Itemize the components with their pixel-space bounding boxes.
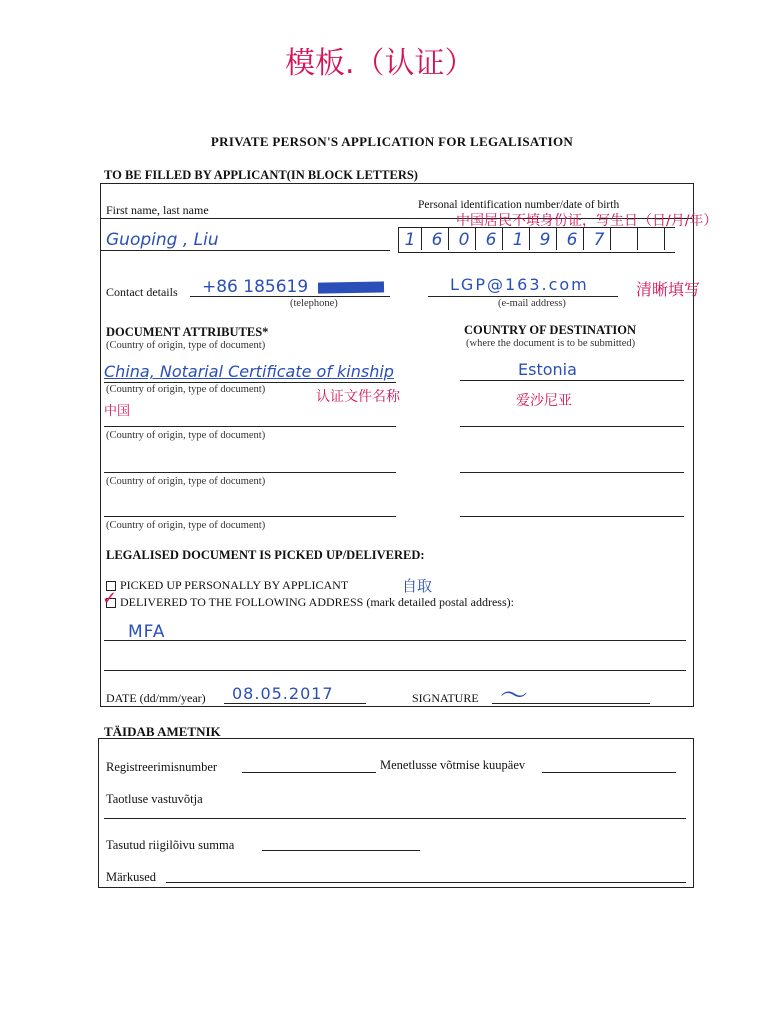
- id-digit: 1: [399, 228, 422, 250]
- notes-line[interactable]: [166, 882, 686, 883]
- picked-personally-label: PICKED UP PERSONALLY BY APPLICANT: [120, 578, 349, 592]
- id-digit: 1: [507, 228, 530, 250]
- document-annotation: 认证文件名称: [316, 389, 400, 405]
- email-annotation: 清晰填写: [636, 280, 701, 299]
- country-destination-sublabel: (where the document is to be submitted): [466, 338, 636, 349]
- picked-delivered-header: LEGALISED DOCUMENT IS PICKED UP/DELIVERED:: [106, 548, 425, 562]
- date-value[interactable]: 08.05.2017: [232, 684, 334, 703]
- delivered-address-label: DELIVERED TO THE FOLLOWING ADDRESS (mark detailed postal address):: [120, 595, 514, 609]
- destination-annotation: 爱沙尼亚: [516, 393, 572, 409]
- address-value[interactable]: MFA: [128, 622, 166, 642]
- personal-id-label: Personal identification number/date of birth: [418, 199, 620, 211]
- id-digit: [642, 228, 665, 250]
- top-annotation: 模板.（认证）: [285, 46, 475, 81]
- notes-label: Märkused: [106, 870, 156, 884]
- destination-line: [460, 380, 684, 381]
- country-origin-sublabel: (Country of origin, type of document): [106, 476, 266, 487]
- document-line[interactable]: [104, 472, 396, 473]
- email-value[interactable]: LGP@163.com: [450, 275, 589, 294]
- processing-date-label: Menetlusse võtmise kuupäev: [380, 758, 526, 772]
- personal-id-cells[interactable]: [398, 227, 675, 253]
- country-destination-header: COUNTRY OF DESTINATION: [464, 323, 637, 337]
- telephone-sublabel: (telephone): [290, 298, 338, 309]
- receiver-label: Taotluse vastuvõtja: [106, 792, 203, 806]
- address-line[interactable]: [104, 670, 686, 671]
- destination-line[interactable]: [460, 516, 684, 517]
- redacted-phone-scribble: [318, 281, 384, 293]
- destination-line[interactable]: [460, 472, 684, 473]
- official-section-title: TÄIDAB AMETNIK: [104, 724, 221, 739]
- name-line: [100, 250, 390, 251]
- document-attributes-header: DOCUMENT ATTRIBUTES*: [106, 325, 269, 339]
- document-line: [104, 382, 396, 383]
- check-mark-icon: ✓: [102, 588, 118, 609]
- country-origin-sublabel: (Country of origin, type of document): [106, 430, 266, 441]
- signature-line: [492, 703, 650, 704]
- address-line: [104, 640, 686, 641]
- id-annotation: 中国居民不填身份证，写生日（日/月/年）: [456, 213, 718, 229]
- delivered-address-option[interactable]: [106, 595, 514, 610]
- fee-label: Tasutud riigilõivu summa: [106, 838, 235, 852]
- registration-line[interactable]: [242, 772, 376, 773]
- picked-annotation: 自取: [402, 577, 433, 595]
- processing-date-line[interactable]: [542, 772, 676, 773]
- picked-personally-option[interactable]: [106, 578, 348, 593]
- fee-line[interactable]: [262, 850, 420, 851]
- contact-details-label: Contact details: [106, 285, 178, 299]
- signature-label: SIGNATURE: [412, 691, 479, 705]
- first-last-name-label: First name, last name: [106, 203, 209, 217]
- destination-line[interactable]: [460, 426, 684, 427]
- telephone-value[interactable]: +86 185619: [202, 277, 309, 297]
- origin-annotation: 中国: [104, 404, 131, 419]
- document-line[interactable]: [104, 426, 396, 427]
- country-origin-sublabel: (Country of origin, type of document): [106, 384, 266, 395]
- signature-value[interactable]: 〜: [500, 679, 529, 712]
- id-digit: 6: [426, 228, 449, 250]
- email-line: [428, 296, 618, 297]
- date-line: [224, 703, 366, 704]
- destination-value[interactable]: Estonia: [518, 360, 577, 379]
- id-digit: 7: [588, 228, 611, 250]
- id-digit: 6: [561, 228, 584, 250]
- document-attributes-sublabel: (Country of origin, type of document): [106, 340, 266, 351]
- id-digit: 0: [453, 228, 476, 250]
- name-value[interactable]: Guoping , Liu: [106, 230, 219, 250]
- registration-label: Registreerimisnumber: [106, 760, 218, 774]
- id-digit: 6: [480, 228, 503, 250]
- receiver-line[interactable]: [104, 818, 686, 819]
- country-origin-sublabel: (Country of origin, type of document): [106, 520, 266, 531]
- applicant-section-box: [100, 183, 694, 707]
- document-line[interactable]: [104, 516, 396, 517]
- form-title: PRIVATE PERSON'S APPLICATION FOR LEGALISATION: [210, 134, 574, 149]
- id-digit: [615, 228, 638, 250]
- telephone-line: [190, 296, 390, 297]
- email-sublabel: (e-mail address): [498, 298, 566, 309]
- document-value[interactable]: China, Notarial Certificate of kinship: [104, 362, 394, 381]
- section-applicant-header: TO BE FILLED BY APPLICANT(IN BLOCK LETTERS): [104, 168, 418, 182]
- id-digit: 9: [534, 228, 557, 250]
- date-label: DATE (dd/mm/year): [106, 691, 206, 705]
